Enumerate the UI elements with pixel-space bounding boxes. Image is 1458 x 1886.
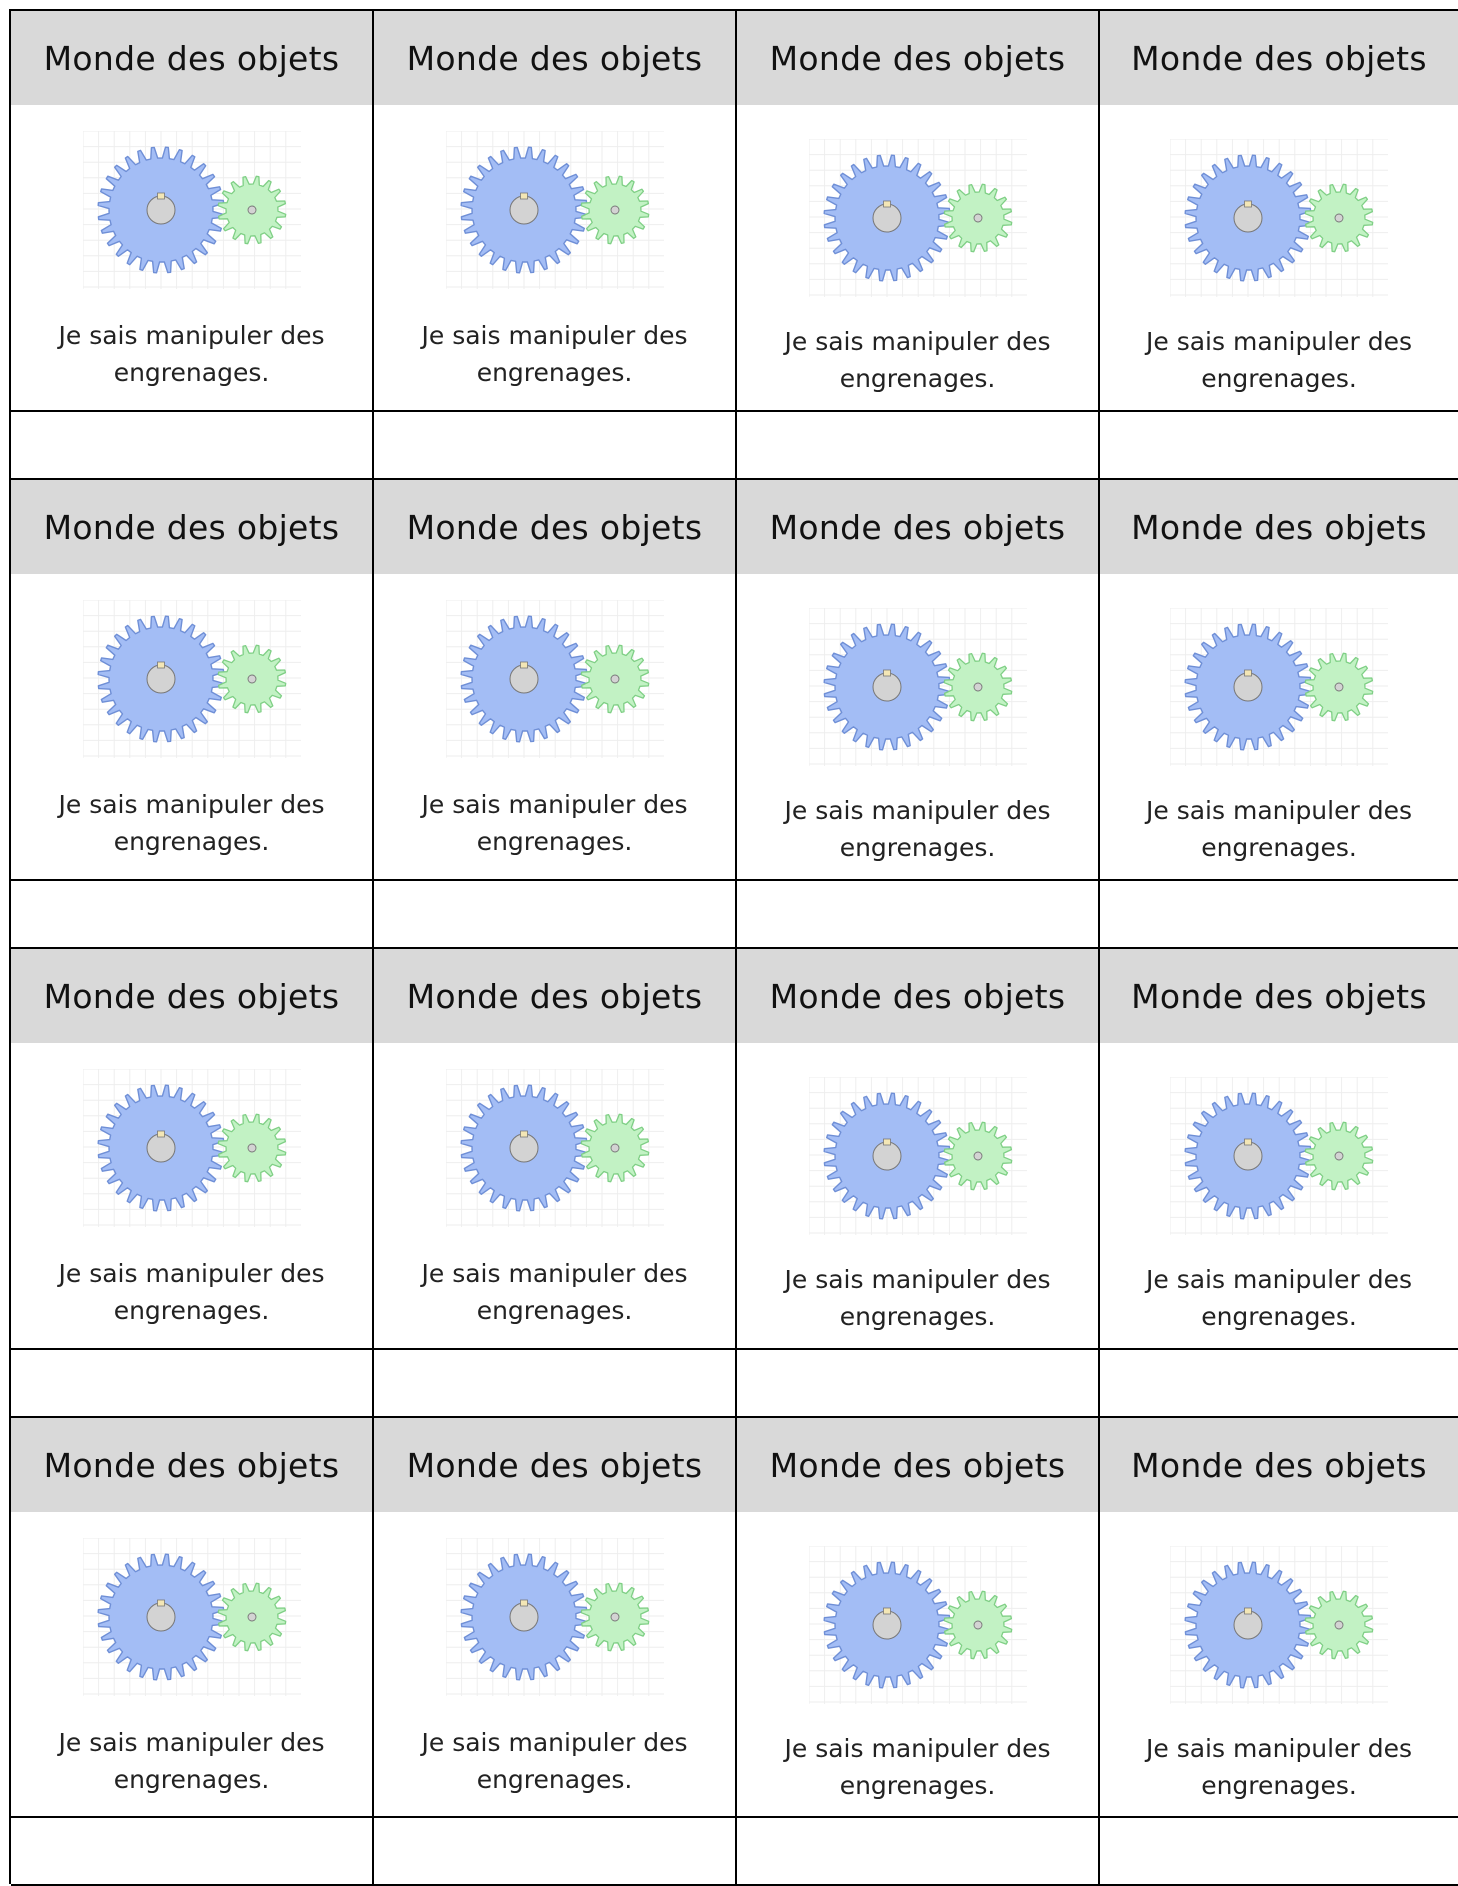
large-gear-key <box>157 1600 164 1606</box>
card <box>737 949 1100 1418</box>
card <box>374 949 737 1418</box>
card-title: Monde des objets <box>406 976 703 1016</box>
card-text <box>1108 1730 1450 1804</box>
card-footer <box>737 1348 1098 1416</box>
card-text-line: engrenages. <box>113 1296 270 1325</box>
gears-icon <box>446 131 664 289</box>
card-title: Monde des objets <box>406 1445 703 1485</box>
card-text-line: engrenages. <box>476 1765 633 1794</box>
small-gear-hub <box>248 206 256 214</box>
large-gear-key <box>1245 670 1252 676</box>
card-header <box>374 949 735 1043</box>
card <box>1100 949 1458 1418</box>
card-text <box>382 317 727 391</box>
large-gear-hub <box>510 196 538 224</box>
card <box>1100 1418 1458 1886</box>
card <box>737 480 1100 949</box>
card-footer <box>737 410 1098 478</box>
card-text <box>1108 792 1450 866</box>
card-header <box>1100 949 1458 1043</box>
card-text-line: Je sais manipuler des <box>421 790 688 819</box>
small-gear-hub <box>248 675 256 683</box>
gears-icon <box>809 139 1027 297</box>
small-gear-hub <box>611 675 619 683</box>
large-gear-hub <box>147 665 175 693</box>
card <box>11 949 374 1418</box>
large-gear-hub <box>1234 1611 1262 1639</box>
card <box>737 1418 1100 1886</box>
card-text-line: engrenages. <box>1201 364 1357 393</box>
card-header <box>1100 11 1458 105</box>
small-gear-hub <box>1335 214 1343 222</box>
card-text-line: Je sais manipuler des <box>421 1259 688 1288</box>
card <box>11 1418 374 1886</box>
gears-icon <box>446 1538 664 1696</box>
card-header <box>11 1418 372 1512</box>
card-title: Monde des objets <box>769 38 1066 78</box>
card-text-line: engrenages. <box>1201 833 1357 862</box>
card <box>737 11 1100 480</box>
gears-icon <box>809 1077 1027 1235</box>
card-text <box>382 786 727 860</box>
small-gear-hub <box>974 214 982 222</box>
large-gear-hub <box>1234 1142 1262 1170</box>
card-text-line: Je sais manipuler des <box>58 1259 325 1288</box>
card-header <box>11 480 372 574</box>
gears-icon <box>446 1069 664 1227</box>
card <box>1100 11 1458 480</box>
card-text-line: Je sais manipuler des <box>58 790 325 819</box>
large-gear-key <box>1245 1139 1252 1145</box>
small-gear-hub <box>611 1144 619 1152</box>
card-text-line: engrenages. <box>839 1302 996 1331</box>
card-footer <box>1100 879 1458 947</box>
large-gear-key <box>1245 201 1252 207</box>
gears-icon <box>1170 1077 1388 1235</box>
card-header <box>374 11 735 105</box>
gears-icon <box>83 1069 301 1227</box>
card-text <box>19 1255 364 1329</box>
card <box>374 1418 737 1886</box>
small-gear-hub <box>974 1621 982 1629</box>
large-gear-hub <box>873 1611 901 1639</box>
small-gear-hub <box>1335 683 1343 691</box>
card-footer <box>374 1816 735 1884</box>
card-header <box>737 480 1098 574</box>
small-gear-hub <box>611 206 619 214</box>
card-text-line: engrenages. <box>113 827 270 856</box>
small-gear-hub <box>1335 1621 1343 1629</box>
card-text-line: Je sais manipuler des <box>784 1265 1051 1294</box>
card-title: Monde des objets <box>406 507 703 547</box>
card-text-line: engrenages. <box>476 358 633 387</box>
card-footer <box>1100 1348 1458 1416</box>
gears-icon <box>1170 139 1388 297</box>
card-header <box>11 949 372 1043</box>
gears-icon <box>1170 608 1388 766</box>
large-gear-key <box>883 670 890 676</box>
card-title: Monde des objets <box>769 507 1066 547</box>
card-text-line: engrenages. <box>839 364 996 393</box>
small-gear-hub <box>611 1613 619 1621</box>
card-text-line: engrenages. <box>476 827 633 856</box>
card-text-line: Je sais manipuler des <box>1146 327 1412 356</box>
large-gear-hub <box>510 1603 538 1631</box>
large-gear-key <box>883 1139 890 1145</box>
card-text <box>382 1255 727 1329</box>
large-gear-hub <box>510 1134 538 1162</box>
gears-icon <box>446 600 664 758</box>
small-gear-hub <box>248 1613 256 1621</box>
card-header <box>737 11 1098 105</box>
card-header <box>11 11 372 105</box>
card-text <box>19 1724 364 1798</box>
card-text-line: engrenages. <box>113 358 270 387</box>
card-title: Monde des objets <box>769 1445 1066 1485</box>
large-gear-hub <box>147 1134 175 1162</box>
card-text-line: engrenages. <box>1201 1302 1357 1331</box>
card-text-line: Je sais manipuler des <box>784 796 1051 825</box>
card-text-line: engrenages. <box>839 833 996 862</box>
gears-icon <box>1170 1546 1388 1704</box>
card-title: Monde des objets <box>43 38 340 78</box>
card-title: Monde des objets <box>1131 507 1427 547</box>
card <box>1100 480 1458 949</box>
small-gear-hub <box>974 683 982 691</box>
card-header <box>1100 1418 1458 1512</box>
large-gear-hub <box>1234 673 1262 701</box>
card-header <box>374 480 735 574</box>
card-text-line: engrenages. <box>1201 1771 1357 1800</box>
card-text-line: Je sais manipuler des <box>1146 1734 1412 1763</box>
large-gear-key <box>157 662 164 668</box>
card <box>374 11 737 480</box>
large-gear-hub <box>873 204 901 232</box>
card-header <box>1100 480 1458 574</box>
card-footer <box>11 410 372 478</box>
small-gear-hub <box>1335 1152 1343 1160</box>
card-footer <box>374 410 735 478</box>
small-gear-hub <box>974 1152 982 1160</box>
card-header <box>374 1418 735 1512</box>
gears-icon <box>809 608 1027 766</box>
card <box>11 480 374 949</box>
card-header <box>737 1418 1098 1512</box>
card-title: Monde des objets <box>1131 38 1427 78</box>
card-title: Monde des objets <box>43 507 340 547</box>
card <box>374 480 737 949</box>
gears-icon <box>83 131 301 289</box>
card-footer <box>1100 1816 1458 1884</box>
card-text-line: Je sais manipuler des <box>58 1728 325 1757</box>
card-text <box>745 1261 1090 1335</box>
large-gear-hub <box>147 1603 175 1631</box>
card-text-line: Je sais manipuler des <box>1146 796 1412 825</box>
gears-icon <box>809 1546 1027 1704</box>
card-footer <box>11 1816 372 1884</box>
card-text <box>745 1730 1090 1804</box>
card-title: Monde des objets <box>769 976 1066 1016</box>
card-text <box>1108 1261 1450 1335</box>
large-gear-hub <box>147 196 175 224</box>
large-gear-key <box>883 201 890 207</box>
card-footer <box>737 879 1098 947</box>
card-text <box>745 323 1090 397</box>
large-gear-key <box>883 1608 890 1614</box>
card-text <box>745 792 1090 866</box>
large-gear-key <box>520 1131 527 1137</box>
gears-icon <box>83 1538 301 1696</box>
card-footer <box>374 879 735 947</box>
card-footer <box>1100 410 1458 478</box>
card-sheet <box>9 9 1458 1884</box>
card-text-line: Je sais manipuler des <box>1146 1265 1412 1294</box>
card-text-line: engrenages. <box>113 1765 270 1794</box>
card-text <box>382 1724 727 1798</box>
large-gear-hub <box>873 1142 901 1170</box>
large-gear-hub <box>873 673 901 701</box>
small-gear-hub <box>248 1144 256 1152</box>
large-gear-key <box>520 662 527 668</box>
card-title: Monde des objets <box>1131 1445 1427 1485</box>
card-title: Monde des objets <box>406 38 703 78</box>
card-text-line: Je sais manipuler des <box>421 321 688 350</box>
large-gear-key <box>157 1131 164 1137</box>
card-footer <box>737 1816 1098 1884</box>
card-text-line: Je sais manipuler des <box>421 1728 688 1757</box>
gears-icon <box>83 600 301 758</box>
card-text-line: engrenages. <box>839 1771 996 1800</box>
card-header <box>737 949 1098 1043</box>
card-footer <box>11 879 372 947</box>
card-footer <box>374 1348 735 1416</box>
card-text <box>19 786 364 860</box>
large-gear-key <box>520 1600 527 1606</box>
card-title: Monde des objets <box>43 976 340 1016</box>
large-gear-hub <box>1234 204 1262 232</box>
large-gear-key <box>1245 1608 1252 1614</box>
card-text-line: Je sais manipuler des <box>784 327 1051 356</box>
card-text <box>1108 323 1450 397</box>
card-text-line: engrenages. <box>476 1296 633 1325</box>
card-text-line: Je sais manipuler des <box>58 321 325 350</box>
card-text-line: Je sais manipuler des <box>784 1734 1051 1763</box>
large-gear-key <box>520 193 527 199</box>
large-gear-key <box>157 193 164 199</box>
card-footer <box>11 1348 372 1416</box>
large-gear-hub <box>510 665 538 693</box>
card-title: Monde des objets <box>1131 976 1427 1016</box>
card-title: Monde des objets <box>43 1445 340 1485</box>
card-text <box>19 317 364 391</box>
card <box>11 11 374 480</box>
